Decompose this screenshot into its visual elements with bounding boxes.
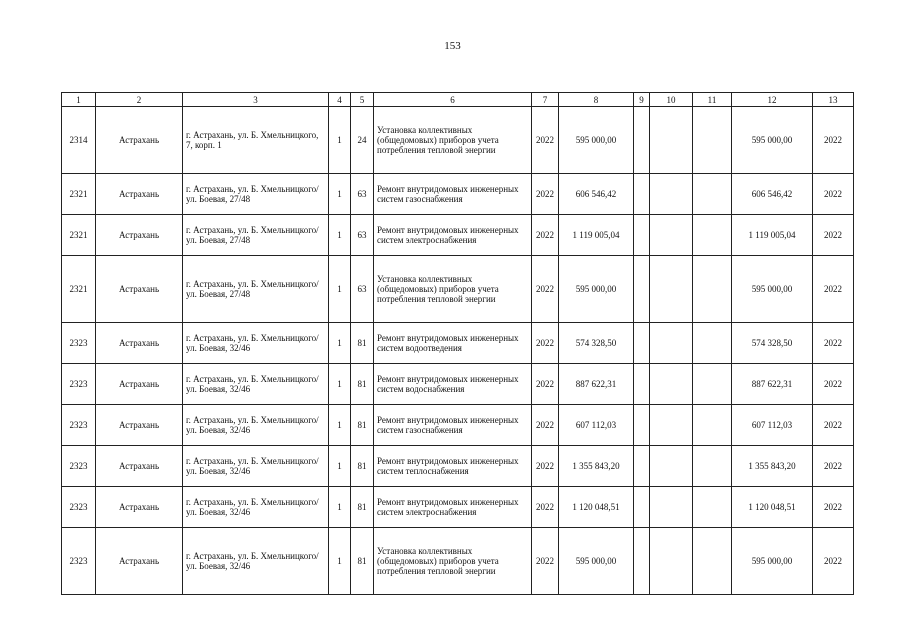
total-cost-cell: 574 328,50 [732, 323, 813, 364]
column-number-header: 6 [374, 93, 532, 107]
col9-cell [634, 405, 650, 446]
cost-cell: 1 119 005,04 [559, 215, 634, 256]
col10-cell [650, 528, 693, 595]
col4-cell: 1 [329, 446, 351, 487]
row-id: 2323 [62, 405, 96, 446]
col11-cell [693, 446, 732, 487]
total-cost-cell: 595 000,00 [732, 107, 813, 174]
row-id: 2323 [62, 446, 96, 487]
col5-cell: 24 [351, 107, 374, 174]
total-cost-cell: 607 112,03 [732, 405, 813, 446]
col11-cell [693, 107, 732, 174]
row-id: 2323 [62, 528, 96, 595]
row-id: 2323 [62, 487, 96, 528]
work-type-cell: Установка коллективных (общедомовых) приборов учета потребления тепловой энергии [374, 256, 532, 323]
row-id: 2323 [62, 364, 96, 405]
col10-cell [650, 487, 693, 528]
work-type-cell: Ремонт внутридомовых инженерных систем газоснабжения [374, 174, 532, 215]
table-row [62, 487, 854, 528]
year-end-cell: 2022 [813, 405, 854, 446]
cost-cell: 595 000,00 [559, 256, 634, 323]
col11-cell [693, 323, 732, 364]
column-number-header: 10 [650, 93, 693, 107]
year-cell: 2022 [532, 405, 559, 446]
col11-cell [693, 174, 732, 215]
year-cell: 2022 [532, 215, 559, 256]
column-number-header: 12 [732, 93, 813, 107]
col9-cell [634, 174, 650, 215]
year-end-cell: 2022 [813, 256, 854, 323]
col10-cell [650, 446, 693, 487]
col5-cell: 63 [351, 174, 374, 215]
city-cell: Астрахань [96, 323, 183, 364]
col5-cell: 63 [351, 256, 374, 323]
row-id: 2321 [62, 174, 96, 215]
cost-cell: 1 120 048,51 [559, 487, 634, 528]
col9-cell [634, 323, 650, 364]
city-cell: Астрахань [96, 405, 183, 446]
year-end-cell: 2022 [813, 323, 854, 364]
col4-cell: 1 [329, 323, 351, 364]
year-cell: 2022 [532, 323, 559, 364]
city-cell: Астрахань [96, 215, 183, 256]
row-id: 2314 [62, 107, 96, 174]
col9-cell [634, 107, 650, 174]
year-end-cell: 2022 [813, 446, 854, 487]
col11-cell [693, 256, 732, 323]
cost-cell: 887 622,31 [559, 364, 634, 405]
year-end-cell: 2022 [813, 215, 854, 256]
col5-cell: 63 [351, 215, 374, 256]
work-type-cell: Ремонт внутридомовых инженерных систем водоотведения [374, 323, 532, 364]
column-number-header: 4 [329, 93, 351, 107]
col11-cell [693, 405, 732, 446]
col10-cell [650, 364, 693, 405]
total-cost-cell: 595 000,00 [732, 256, 813, 323]
city-cell: Астрахань [96, 107, 183, 174]
cost-cell: 595 000,00 [559, 107, 634, 174]
year-cell: 2022 [532, 446, 559, 487]
col10-cell [650, 107, 693, 174]
city-cell: Астрахань [96, 446, 183, 487]
col9-cell [634, 528, 650, 595]
col4-cell: 1 [329, 107, 351, 174]
col11-cell [693, 487, 732, 528]
col4-cell: 1 [329, 364, 351, 405]
work-type-cell: Ремонт внутридомовых инженерных систем электроснабжения [374, 487, 532, 528]
address-cell: г. Астрахань, ул. Б. Хмельницкого/ ул. Боевая, 27/48 [183, 256, 329, 323]
col4-cell: 1 [329, 256, 351, 323]
year-cell: 2022 [532, 107, 559, 174]
col9-cell [634, 256, 650, 323]
work-type-cell: Ремонт внутридомовых инженерных систем водоснабжения [374, 364, 532, 405]
cost-cell: 606 546,42 [559, 174, 634, 215]
table-row [62, 215, 854, 256]
total-cost-cell: 1 355 843,20 [732, 446, 813, 487]
column-number-header: 7 [532, 93, 559, 107]
cost-cell: 574 328,50 [559, 323, 634, 364]
year-end-cell: 2022 [813, 107, 854, 174]
col9-cell [634, 446, 650, 487]
work-type-cell: Установка коллективных (общедомовых) приборов учета потребления тепловой энергии [374, 528, 532, 595]
year-end-cell: 2022 [813, 528, 854, 595]
col9-cell [634, 364, 650, 405]
total-cost-cell: 1 120 048,51 [732, 487, 813, 528]
cost-cell: 607 112,03 [559, 405, 634, 446]
work-type-cell: Ремонт внутридомовых инженерных систем электроснабжения [374, 215, 532, 256]
row-id: 2321 [62, 256, 96, 323]
total-cost-cell: 1 119 005,04 [732, 215, 813, 256]
cost-cell: 595 000,00 [559, 528, 634, 595]
table-row [62, 364, 854, 405]
col11-cell [693, 364, 732, 405]
year-end-cell: 2022 [813, 174, 854, 215]
col4-cell: 1 [329, 405, 351, 446]
row-id: 2321 [62, 215, 96, 256]
total-cost-cell: 595 000,00 [732, 528, 813, 595]
total-cost-cell: 887 622,31 [732, 364, 813, 405]
column-number-header: 5 [351, 93, 374, 107]
table-row [62, 107, 854, 174]
city-cell: Астрахань [96, 174, 183, 215]
col10-cell [650, 323, 693, 364]
year-cell: 2022 [532, 174, 559, 215]
table-row [62, 446, 854, 487]
col11-cell [693, 215, 732, 256]
col5-cell: 81 [351, 487, 374, 528]
table-row [62, 174, 854, 215]
table-row [62, 256, 854, 323]
city-cell: Астрахань [96, 528, 183, 595]
column-number-row [62, 93, 854, 107]
year-cell: 2022 [532, 528, 559, 595]
col5-cell: 81 [351, 446, 374, 487]
col4-cell: 1 [329, 174, 351, 215]
work-type-cell: Ремонт внутридомовых инженерных систем теплоснабжения [374, 446, 532, 487]
cost-cell: 1 355 843,20 [559, 446, 634, 487]
col5-cell: 81 [351, 364, 374, 405]
page-number: 153 [444, 40, 461, 52]
address-cell: г. Астрахань, ул. Б. Хмельницкого/ ул. Боевая, 32/46 [183, 487, 329, 528]
address-cell: г. Астрахань, ул. Б. Хмельницкого/ ул. Боевая, 32/46 [183, 446, 329, 487]
table-row [62, 323, 854, 364]
col5-cell: 81 [351, 323, 374, 364]
col4-cell: 1 [329, 215, 351, 256]
address-cell: г. Астрахань, ул. Б. Хмельницкого/ ул. Боевая, 32/46 [183, 364, 329, 405]
work-type-cell: Ремонт внутридомовых инженерных систем газоснабжения [374, 405, 532, 446]
year-cell: 2022 [532, 487, 559, 528]
column-number-header: 3 [183, 93, 329, 107]
table-row [62, 528, 854, 595]
address-cell: г. Астрахань, ул. Б. Хмельницкого, 7, корп. 1 [183, 107, 329, 174]
col10-cell [650, 174, 693, 215]
table-body [62, 107, 854, 595]
column-number-header: 8 [559, 93, 634, 107]
year-cell: 2022 [532, 256, 559, 323]
work-type-cell: Установка коллективных (общедомовых) приборов учета потребления тепловой энергии [374, 107, 532, 174]
address-cell: г. Астрахань, ул. Б. Хмельницкого/ ул. Боевая, 27/48 [183, 215, 329, 256]
city-cell: Астрахань [96, 487, 183, 528]
col10-cell [650, 215, 693, 256]
col5-cell: 81 [351, 528, 374, 595]
registry-table [61, 92, 854, 595]
col4-cell: 1 [329, 528, 351, 595]
column-number-header: 1 [62, 93, 96, 107]
row-id: 2323 [62, 323, 96, 364]
address-cell: г. Астрахань, ул. Б. Хмельницкого/ ул. Боевая, 27/48 [183, 174, 329, 215]
col11-cell [693, 528, 732, 595]
col9-cell [634, 215, 650, 256]
col10-cell [650, 256, 693, 323]
col9-cell [634, 487, 650, 528]
year-cell: 2022 [532, 364, 559, 405]
column-number-header: 13 [813, 93, 854, 107]
column-number-header: 2 [96, 93, 183, 107]
address-cell: г. Астрахань, ул. Б. Хмельницкого/ ул. Боевая, 32/46 [183, 323, 329, 364]
city-cell: Астрахань [96, 364, 183, 405]
address-cell: г. Астрахань, ул. Б. Хмельницкого/ ул. Боевая, 32/46 [183, 405, 329, 446]
col10-cell [650, 405, 693, 446]
total-cost-cell: 606 546,42 [732, 174, 813, 215]
col4-cell: 1 [329, 487, 351, 528]
column-number-header: 9 [634, 93, 650, 107]
address-cell: г. Астрахань, ул. Б. Хмельницкого/ ул. Боевая, 32/46 [183, 528, 329, 595]
year-end-cell: 2022 [813, 487, 854, 528]
year-end-cell: 2022 [813, 364, 854, 405]
col5-cell: 81 [351, 405, 374, 446]
column-number-header: 11 [693, 93, 732, 107]
table-row [62, 405, 854, 446]
city-cell: Астрахань [96, 256, 183, 323]
